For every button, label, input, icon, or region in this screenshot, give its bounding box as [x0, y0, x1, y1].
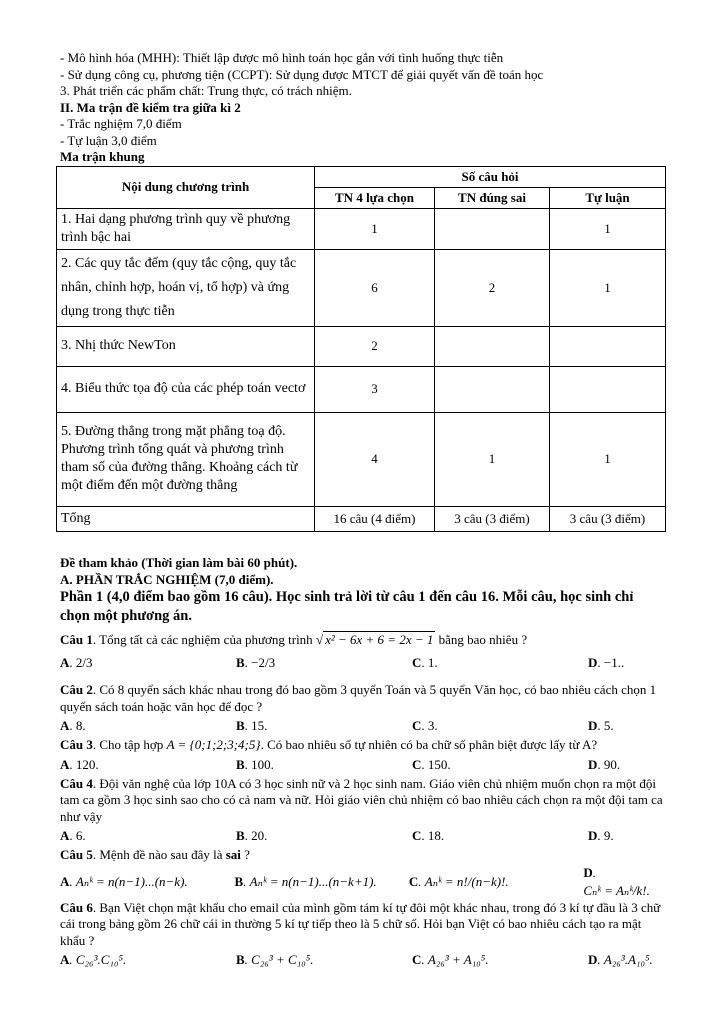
question-text: . Có bao nhiêu số tự nhiên có ba chữ số phân biệt được lấy từ A? [260, 737, 598, 752]
intro-line: - Mô hình hóa (MHH): Thiết lập được mô hình toán học gắn với tình huống thực tiễn [60, 50, 504, 65]
question-text: ? [240, 847, 250, 862]
question-label: Câu 5 [60, 847, 93, 862]
question-text: . Có 8 quyển sách khác nhau trong đó bao gồm 3 quyển Toán và 5 quyển Văn học, có bao nhiêu cách chọn 1 quyển sách toán hoặc văn học để đọc ? [60, 682, 657, 714]
exam-title: Đề tham khảo (Thời gian làm bài 60 phút). [60, 554, 298, 570]
part-a-title: A. PHẦN TRẮC NGHIỆM (7,0 điểm). [60, 571, 274, 587]
table-row [57, 326, 666, 366]
header-content: Nội dung chương trình [57, 166, 315, 208]
total-tl: 3 câu (3 điểm) [550, 506, 666, 531]
option-d[interactable]: D. A₂₆³.A₁₀⁵. [588, 952, 653, 967]
option-c[interactable]: C. 18. [412, 828, 445, 843]
total-tnds: 3 câu (3 điểm) [435, 506, 550, 531]
option-a[interactable]: A. 2/3 [60, 655, 93, 670]
table-row [57, 208, 666, 249]
row-content: 4. Biểu thức tọa độ của các phép toán vectơ [57, 366, 315, 412]
question-5 [60, 847, 665, 864]
row-content: 3. Nhị thức NewTon [57, 326, 315, 366]
cell-tl: 1 [550, 412, 666, 506]
document-page [60, 50, 665, 971]
option-b[interactable]: B. 100. [236, 756, 274, 772]
option-a[interactable]: A. 8. [60, 718, 86, 733]
matrix-title: Ma trận khung [60, 149, 145, 164]
option-a[interactable]: A. 120. [60, 756, 99, 772]
header-group: Số câu hỏi [315, 166, 666, 187]
cell-tl: 1 [550, 208, 666, 249]
question-label: Câu 1 [60, 631, 93, 647]
score-line: - Trắc nghiệm 7,0 điểm [60, 116, 182, 131]
options-row [60, 715, 665, 737]
cell-tnds: 1 [435, 412, 550, 506]
question-6 [60, 900, 665, 950]
option-c[interactable]: C. 3. [412, 718, 438, 733]
cell-tnds: 2 [435, 249, 550, 326]
table-row [57, 366, 666, 412]
col-header: TN đúng sai [435, 187, 550, 208]
question-label: Câu 4 [60, 775, 93, 791]
intro-line: - Sử dụng công cụ, phương tiện (CCPT): Sử dụng được MTCT để giải quyết vấn đề toán học [60, 66, 544, 82]
score-line: - Tự luận 3,0 điểm [60, 132, 157, 148]
cell-tl [550, 326, 666, 366]
option-b[interactable]: B. C₂₆³ + C₁₀⁵. [236, 952, 314, 967]
option-d[interactable]: D. 9. [588, 828, 614, 843]
option-a[interactable]: A. 6. [60, 828, 86, 843]
question-1: Câu 1. Tổng tất cả các nghiệm của phương trình √ x² − 6x + 6 = 2x − 1 bằng bao nhiêu ? [60, 631, 528, 647]
part1-title: Phần 1 (4,0 điểm bao gồm 16 câu). Học sinh trả lời từ câu 1 đến câu 16. Mỗi câu, học sinh chỉ chọn một phương án. [60, 588, 634, 624]
cell-tn4: 6 [315, 249, 435, 326]
cell-tnds [435, 366, 550, 412]
question-label: Câu 3 [60, 737, 93, 752]
option-a[interactable]: A. Aₙᵏ = n(n−1)...(n−k). [60, 873, 188, 889]
table-total-row [57, 506, 666, 531]
question-label: Câu 2 [60, 682, 93, 697]
question-text: . Tổng tất cả các nghiệm của phương trình [92, 631, 313, 647]
row-content: 1. Hai dạng phương trình quy về phương trình bậc hai [57, 208, 315, 249]
cell-tn4: 2 [315, 326, 435, 366]
intro-line: 3. Phát triển các phẩm chất: Trung thực, có trách nhiệm. [60, 83, 352, 98]
options-row [60, 648, 665, 678]
options-row [60, 949, 665, 971]
cell-tn4: 3 [315, 366, 435, 412]
question-text: bằng bao nhiêu ? [438, 631, 528, 647]
total-label: Tổng [57, 506, 315, 531]
question-3 [60, 737, 665, 754]
options-row [60, 754, 665, 776]
option-d[interactable]: D. Cₙᵏ = Aₙᵏ/k!. [583, 864, 650, 898]
option-b[interactable]: B. −2/3 [236, 655, 276, 670]
col-header: TN 4 lựa chọn [315, 187, 435, 208]
row-content: 2. Các quy tắc đếm (quy tắc cộng, quy tắc nhân, chỉnh hợp, hoán vị, tổ hợp) và ứng dụng trong thực tiễn [57, 249, 315, 326]
cell-tnds [435, 326, 550, 366]
cell-tn4: 1 [315, 208, 435, 249]
set-expression: A = {0;1;2;3;4;5} [166, 737, 261, 752]
question-2 [60, 682, 665, 715]
cell-tnds [435, 208, 550, 249]
equation: x² − 6x + 6 = 2x − 1 [325, 631, 434, 647]
option-c[interactable]: C. 1. [412, 655, 438, 670]
matrix-table [56, 166, 666, 532]
table-row [57, 249, 666, 326]
question-4 [60, 776, 665, 826]
option-a[interactable]: A. C₂₆³.C₁₀⁵. [60, 952, 127, 967]
option-d[interactable]: D. 5. [588, 718, 614, 733]
option-b[interactable]: B. 15. [236, 718, 268, 733]
col-header: Tự luận [550, 187, 666, 208]
option-b[interactable]: B. Aₙᵏ = n(n−1)...(n−k+1). [234, 873, 377, 889]
cell-tn4: 4 [315, 412, 435, 506]
row-content: 5. Đường thẳng trong mặt phẳng toạ độ. Phương trình tổng quát và phương trình tham số của đường thẳng. Khoảng cách từ một điểm đến một đường thẳng [57, 412, 315, 506]
option-c[interactable]: C. Aₙᵏ = n!/(n−k)!. [408, 873, 509, 889]
option-b[interactable]: B. 20. [236, 828, 268, 843]
table-row [57, 412, 666, 506]
option-c[interactable]: C. A₂₆³ + A₁₀⁵. [412, 952, 489, 967]
question-text: . Đội văn nghệ của lớp 10A có 3 học sinh nữ và 2 học sinh nam. Giáo viên chủ nhiệm muốn chọn ra một đội tam ca gồm 3 học sinh sao cho có cả nam và nữ. Hỏi giáo viên chủ nhiệm có bao nhiêu cách chọn ra một đội tam ca như vậy [60, 775, 663, 824]
section-title: II. Ma trận đề kiểm tra giữa kì 2 [60, 99, 241, 115]
options-row [60, 825, 665, 847]
options-row [60, 864, 665, 900]
option-c[interactable]: C. 150. [412, 756, 451, 772]
question-label: Câu 6 [60, 899, 93, 915]
cell-tl: 1 [550, 249, 666, 326]
question-text: . Bạn Việt chọn mật khẩu cho email của mình gồm tám kí tự đôi một khác nhau, trong đó 3 kí tự đầu là 3 chữ cái trong bảng gồm 26 chữ cái in thường 5 kí tự tiếp theo là 5 chữ số. Hỏi bạn Việt có bao nhiêu cách tạo ra mật khẩu ? [60, 899, 661, 948]
option-d[interactable]: D. −1.. [588, 655, 625, 670]
total-tn4: 16 câu (4 điểm) [315, 506, 435, 531]
question-text: . Cho tập hợp [92, 737, 164, 752]
emphasis: sai [225, 847, 241, 862]
question-text: . Mệnh đề nào sau đây là [92, 847, 223, 862]
cell-tl [550, 366, 666, 412]
option-d[interactable]: D. 90. [588, 756, 621, 772]
